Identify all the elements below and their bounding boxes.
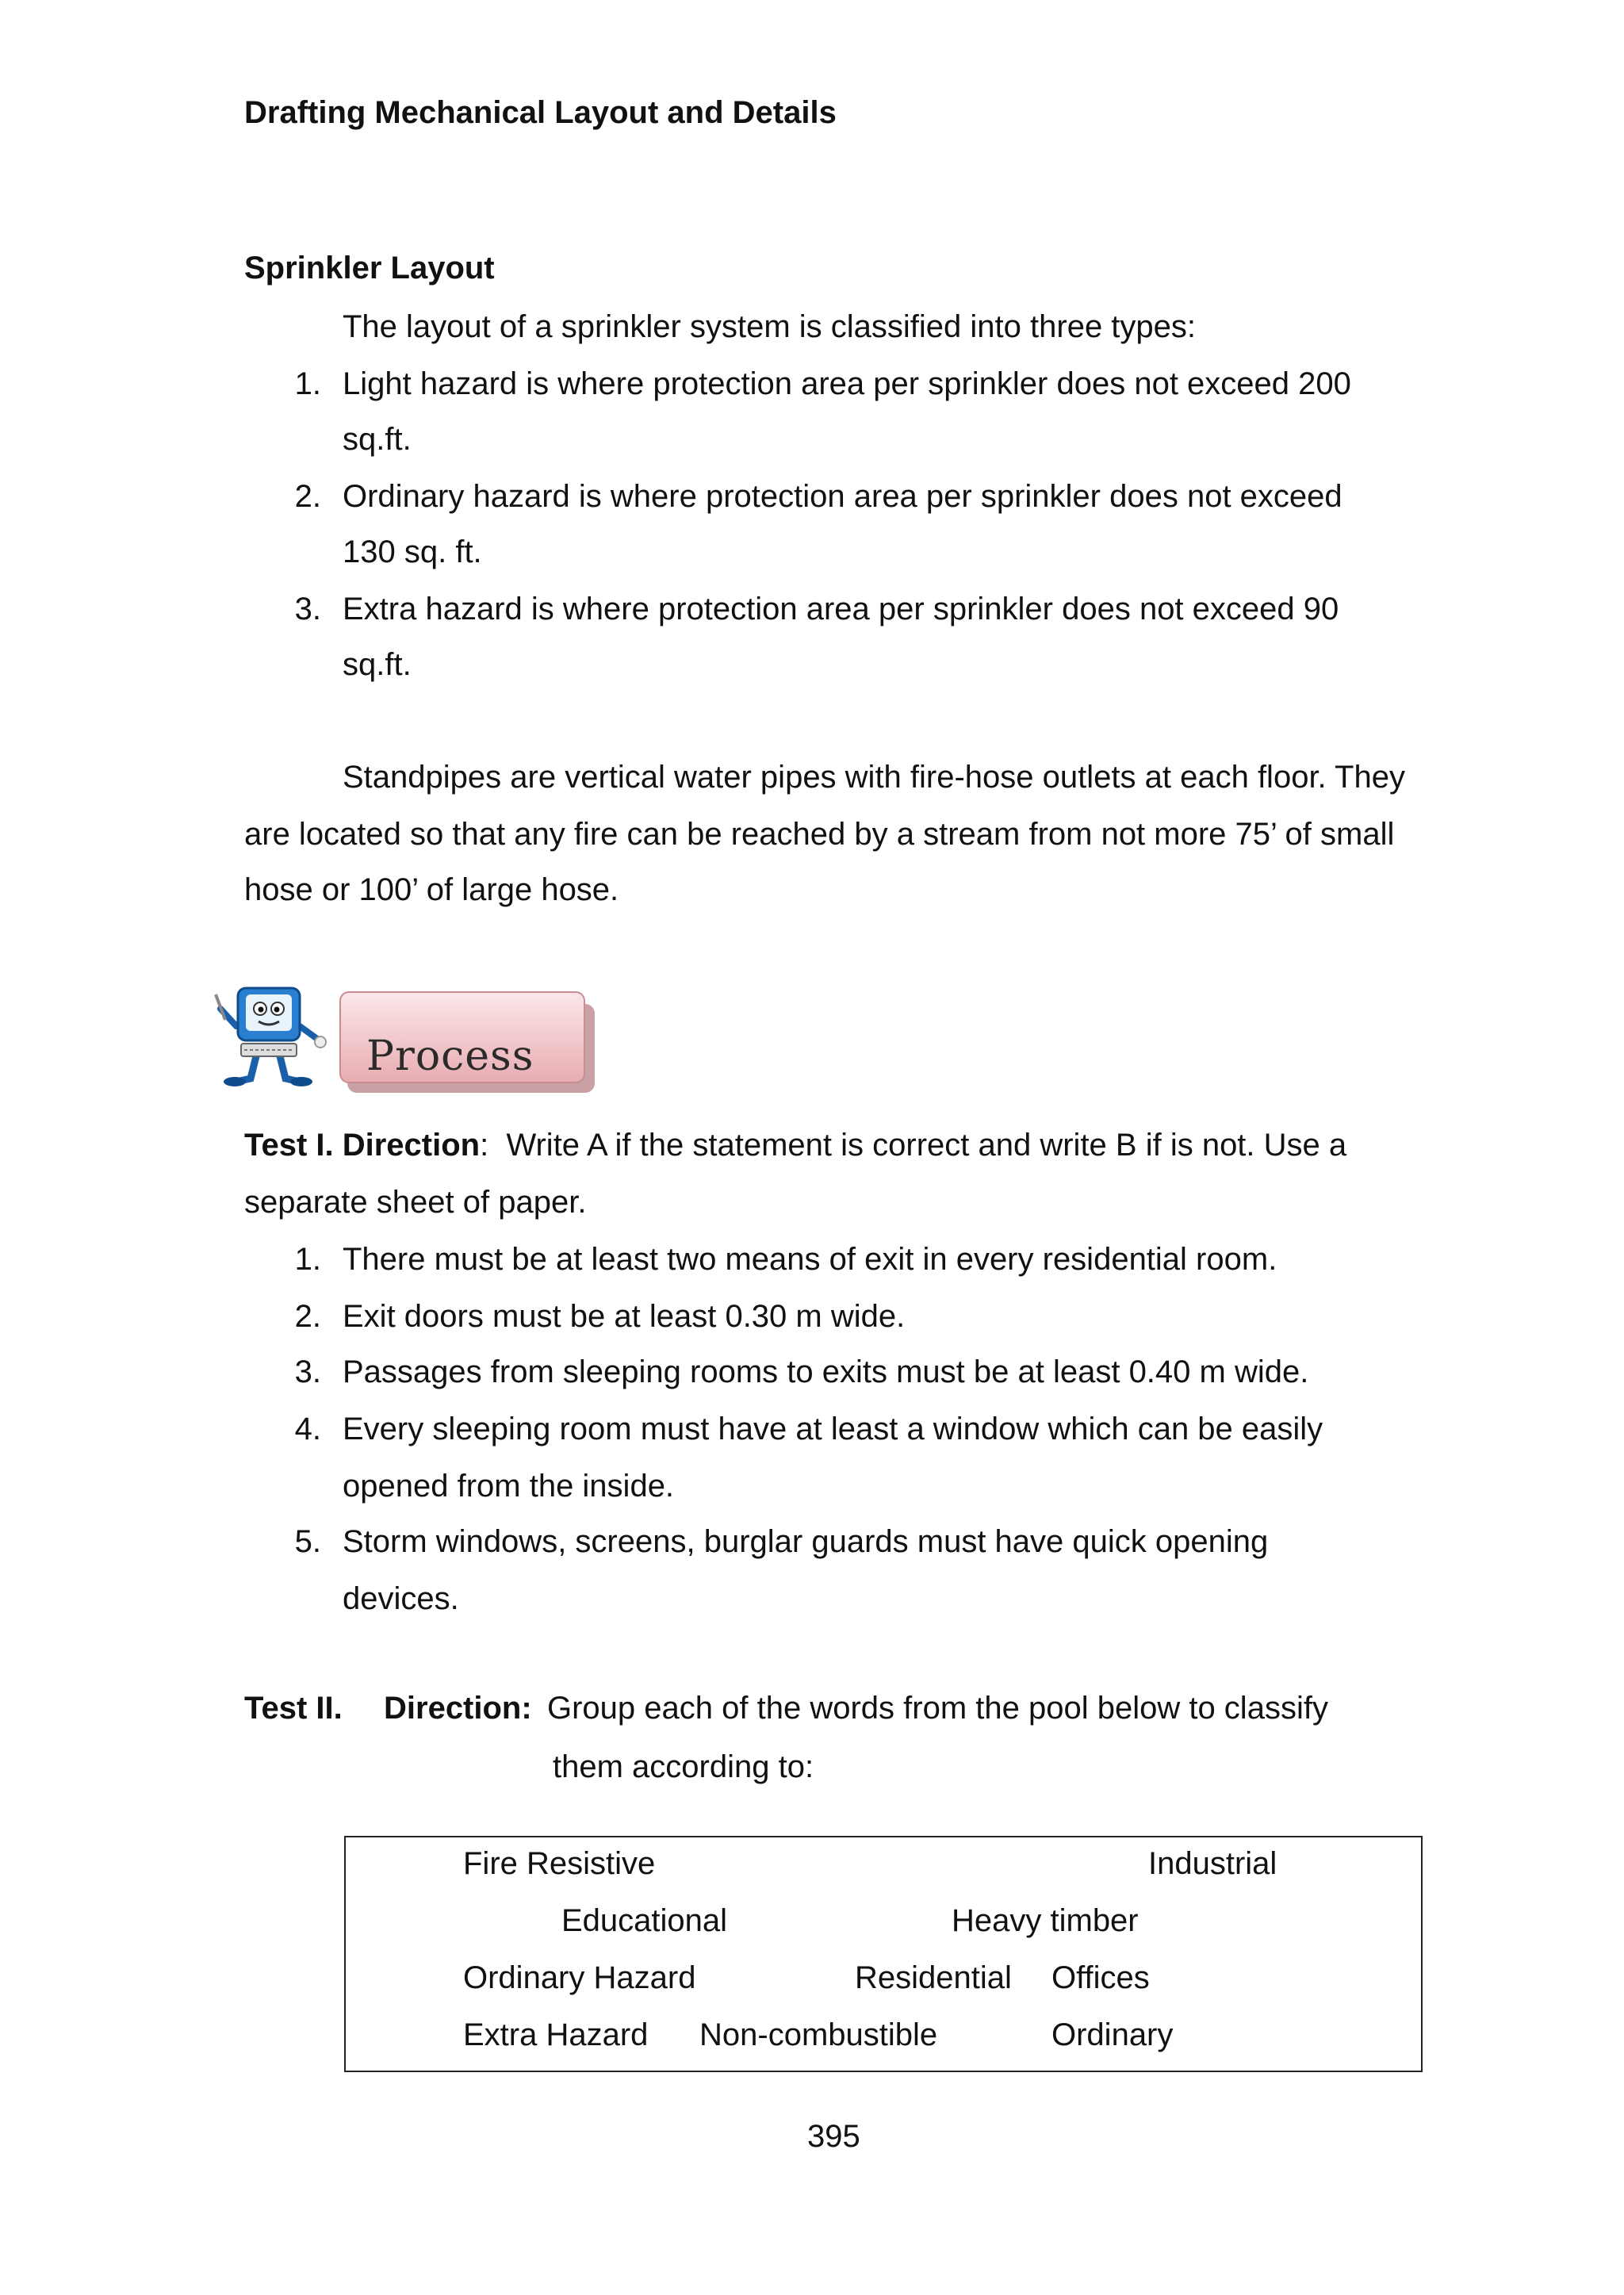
list-item-continuation: sq.ft.	[343, 422, 412, 457]
pool-word: Ordinary	[1051, 2017, 1174, 2052]
test2-direction-text: Group each of the words from the pool below to classify	[547, 1691, 1328, 1726]
computer-mascot-icon	[213, 977, 331, 1088]
list-item: Extra hazard is where protection area per sprinkler does not exceed 90	[343, 592, 1339, 626]
pool-word: Non-combustible	[699, 2017, 938, 2052]
banner-label: Process	[366, 1033, 534, 1080]
pool-word: Ordinary Hazard	[463, 1960, 696, 1995]
list-number: 3.	[294, 1354, 321, 1389]
process-banner	[339, 991, 585, 1083]
list-item-continuation: opened from the inside.	[343, 1469, 675, 1504]
pool-word: Offices	[1051, 1960, 1150, 1995]
list-number: 2.	[294, 479, 321, 514]
pool-word: Residential	[855, 1960, 1012, 1995]
list-item: Exit doors must be at least 0.30 m wide.	[343, 1299, 906, 1334]
list-number: 3.	[294, 592, 321, 626]
test1-direction-text: Write A if the statement is correct and write B if is not. Use a	[506, 1128, 1347, 1163]
list-item: Every sleeping room must have at least a window which can be easily	[343, 1412, 1323, 1446]
test1-direction	[244, 1126, 1346, 1164]
test1-direction-continuation: separate sheet of paper.	[244, 1185, 587, 1220]
pool-word: Fire Resistive	[463, 1846, 656, 1881]
test1-colon: :	[480, 1128, 489, 1163]
sprinkler-intro: The layout of a sprinkler system is classified into three types:	[343, 309, 1197, 344]
list-number: 1.	[294, 1242, 321, 1277]
list-number: 5.	[294, 1524, 321, 1559]
list-item: Ordinary hazard is where protection area per sprinkler does not exceed	[343, 479, 1342, 514]
test1-label: Test I. Direction	[244, 1128, 481, 1163]
pool-word: Heavy timber	[952, 1903, 1139, 1938]
pool-word: Industrial	[1148, 1846, 1277, 1881]
list-item-continuation: 130 sq. ft.	[343, 534, 482, 569]
list-item: There must be at least two means of exit in every residential room.	[343, 1242, 1277, 1277]
test2-direction-label: Direction:	[384, 1691, 532, 1726]
list-number: 1.	[294, 366, 321, 401]
list-item-continuation: sq.ft.	[343, 647, 412, 682]
test2-label: Test II.	[244, 1691, 343, 1726]
pool-word: Educational	[561, 1903, 728, 1938]
list-item: Passages from sleeping rooms to exits must be at least 0.40 m wide.	[343, 1354, 1309, 1389]
list-item-continuation: devices.	[343, 1581, 459, 1616]
list-item: Light hazard is where protection area per sprinkler does not exceed 200	[343, 366, 1351, 401]
page-number: 395	[807, 2119, 860, 2154]
paragraph-line: Standpipes are vertical water pipes with fire-hose outlets at each floor. They	[343, 760, 1405, 795]
page-header: Drafting Mechanical Layout and Details	[244, 95, 837, 130]
paragraph-line: are located so that any fire can be reached by a stream from not more 75’ of small	[244, 817, 1395, 852]
section-title: Sprinkler Layout	[244, 251, 495, 285]
paragraph-line: hose or 100’ of large hose.	[244, 872, 619, 907]
test2-direction-continuation: them according to:	[553, 1749, 814, 1784]
list-number: 4.	[294, 1412, 321, 1446]
list-number: 2.	[294, 1299, 321, 1334]
list-item: Storm windows, screens, burglar guards must have quick opening	[343, 1524, 1269, 1559]
pool-word: Extra Hazard	[463, 2017, 649, 2052]
